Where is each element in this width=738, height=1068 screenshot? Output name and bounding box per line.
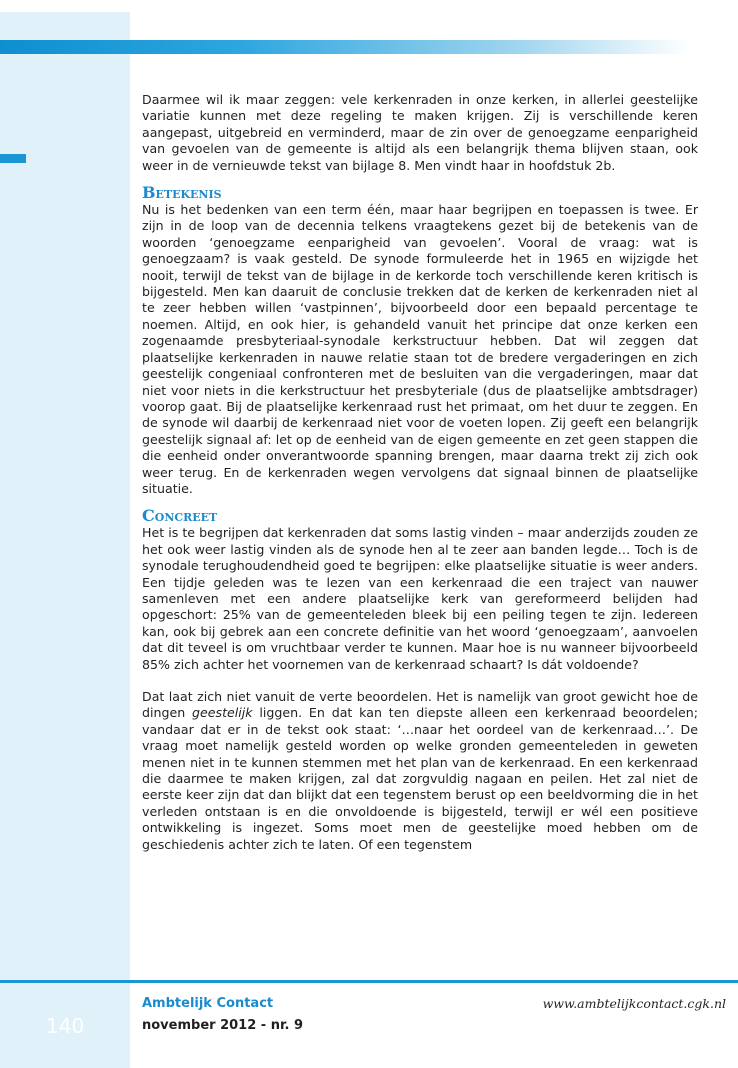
paragraph-text: liggen. En dat kan ten diepste alleen een kerkenraad beoordelen; vandaar dat er in de tekst ook staat: ‘…naar het oordeel van de kerkenraad…’. De vraag moet namelijk gesteld worden op welke gronden gemeenteleden in geweten menen niet in te kunnen stemmen met het plan van de kerkenraad. En een kerkenraad die daarmee te maken krijgen, zal dat zorgvuldig nagaan en peilen. Het zal niet de eerste keer zijn dat dan blijkt dat een tegenstem berust op een beeldvorming die in het verleden ontstaan is en die onvoldoende is bijgesteld, terwijl er wél een positieve ontwikkeling is ingezet. Soms moet men de geestelijke moed hebben om de geschiedenis achter zich te laten. Of een tegenstem bbox=[142, 705, 698, 852]
intro-paragraph: Daarmee wil ik maar zeggen: vele kerkenraden in onze kerken, in allerlei geestelijke variatie kunnen met deze regeling te maken krijgen. Zij is verschillende keren aangepast, uitgebreid en verminderd, maar de zin over de genoegzame eenparigheid van gevoelen van de gemeente is altijd als een belangrijk thema blijven staan, ook weer in de vernieuwde tekst van bijlage 8. Men vindt haar in hoofdstuk 2b. bbox=[142, 92, 698, 173]
heading-betekenis: Betekenis bbox=[142, 183, 222, 203]
magazine-title: Ambtelijk Contact bbox=[142, 996, 274, 1011]
footer-divider bbox=[0, 980, 738, 983]
betekenis-paragraph: Nu is het bedenken van een term één, maar haar begrijpen en toepassen is twee. Er zijn in de loop van de decennia telkens vraagtekens gezet bij de betekenis van de woorden ‘genoegzame eenparigheid van gevoelen’. Vooral de vraag: wat is genoegzaam? is vaak gesteld. De synode formuleerde het in 1965 en wijzigde het nooit, terwijl de tekst van de bijlage in de kerkorde toch verschillende keren kritisch is bijgesteld. Men kan daaruit de conclusie trekken dat de kerken de kerkenraden niet al te zeer hebben willen ‘vastpinnen’, bijvoorbeeld door een bepaald percentage te noemen. Altijd, en ook hier, is gehandeld vanuit het principe dat onze kerken een zogenaamde presbyteriaal-synodale kerkstructuur hebben. Dat wil zeggen dat plaatselijke kerkenraden in nauwe relatie staan tot de bredere vergaderingen en zich geestelijk congeniaal confronteren met de besluiten van die vergaderingen, maar dat niet voor niets in die kerkstructuur het presbyteriale (dus de plaatselijke ambtsdrager) voorop gaat. Bij de plaatselijke kerkenraad rust het primaat, om het duur te zeggen. En de synode wil daarbij de kerkenraad niet voor de voeten lopen. Zij geeft een belangrijk geestelijk signaal af: let op de eenheid van de eigen gemeente en zet geen stappen die die eenheid onder onverantwoorde spanning brengen, maar daarna trekt zij zich ook weer terug. En de kerkenraden wegen vervolgens dat signaal binnen de plaatselijke situatie. bbox=[142, 202, 698, 496]
header-gradient-bar bbox=[0, 40, 690, 54]
paragraph-text: Dat laat zich niet vanuit de verte beoordelen. Het is namelijk van groot gewicht hoe de dingen bbox=[142, 689, 698, 721]
concreet-paragraph-1: Het is te begrijpen dat kerkenraden dat soms lastig vinden – maar anderzijds zouden ze het ook weer lastig vinden als de synode hen al te zeer aan banden legde… Toch is de synodale terughoudendheid goed te begrijpen: elke plaatselijke situatie is weer anders. Een tijdje geleden was te lezen van een kerkenraad die een traject van nauwer samenleven met een andere plaatselijke kerk van gereformeerd belijden had opgeschort: 25% van de gemeenteleden bleek bij een peiling tegen te zijn. Iedereen kan, ook bij gebrek aan een concrete definitie van het woord ‘genoegzaam’, aanvoelen dat dit teveel is om vruchtbaar verder te kunnen. Maar hoe is nu wanneer bijvoorbeeld 85% zich achter het voornemen van de kerkenraad schaart? Is dát voldoende? bbox=[142, 525, 698, 672]
side-marker bbox=[0, 154, 26, 163]
emphasis-geestelijk: geestelijk bbox=[192, 705, 253, 721]
heading-concreet: Concreet bbox=[142, 506, 218, 526]
website-url: www.ambtelijkcontact.cgk.nl bbox=[542, 996, 726, 1011]
left-margin-band bbox=[0, 12, 130, 1068]
concreet-paragraph-2 bbox=[142, 689, 698, 853]
issue-info: november 2012 - nr. 9 bbox=[142, 1018, 304, 1033]
article-body bbox=[142, 92, 698, 853]
page-number: 140 bbox=[46, 1014, 85, 1038]
